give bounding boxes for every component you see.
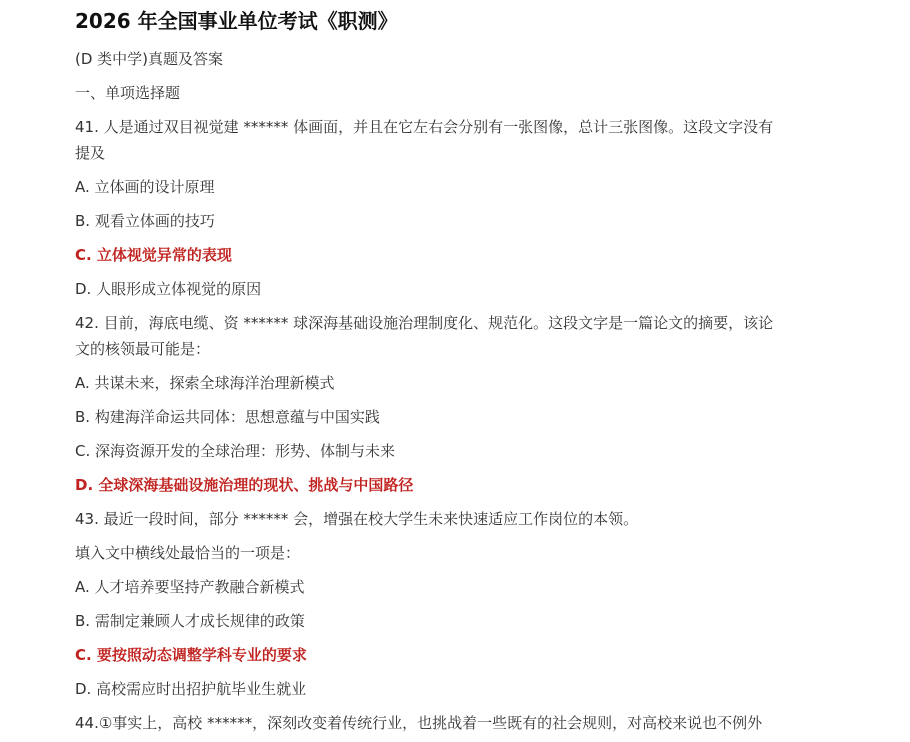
question-44-stem-line1: 44.①事实上，高校 ******，深刻改变着传统行业，也挑战着一些既有的社会规则，对高校来说也不例外: [75, 714, 763, 732]
question-43-option-b: B. 需制定兼顾人才成长规律的政策: [75, 612, 305, 630]
question-43-option-c-answer: C. 要按照动态调整学科专业的要求: [75, 646, 307, 664]
question-41-option-b: B. 观看立体画的技巧: [75, 212, 215, 230]
question-43-stem-line2: 填入文中横线处最恰当的一项是：: [75, 544, 301, 562]
question-42-option-c: C. 深海资源开发的全球治理：形势、体制与未来: [75, 442, 396, 460]
document-title: 2026 年全国事业单位考试《职测》: [75, 9, 398, 33]
question-43-option-a: A. 人才培养要坚持产教融合新模式: [75, 578, 305, 596]
document-subtitle: (D 类中学)真题及答案: [75, 50, 224, 68]
question-41-option-c-answer: C. 立体视觉异常的表现: [75, 246, 232, 264]
question-42-stem-line1: 42. 目前，海底电缆、资 ****** 球深海基础设施治理制度化、规范化。这段文字是一篇论文的摘要，该论: [75, 314, 774, 332]
question-42-option-b: B. 构建海洋命运共同体：思想意蕴与中国实践: [75, 408, 380, 426]
question-42-option-d-answer: D. 全球深海基础设施治理的现状、挑战与中国路径: [75, 476, 414, 494]
question-41-option-a: A. 立体画的设计原理: [75, 178, 215, 196]
question-43-stem-line1: 43. 最近一段时间，部分 ****** 会，增强在校大学生未来快速适应工作岗位的本领。: [75, 510, 639, 528]
section-heading: 一、单项选择题: [75, 84, 181, 102]
question-41-option-d: D. 人眼形成立体视觉的原因: [75, 280, 262, 298]
question-42-stem-line2: 文的核领最可能是：: [75, 340, 211, 358]
question-43-option-d: D. 高校需应时出招护航毕业生就业: [75, 680, 307, 698]
question-41-stem-line1: 41. 人是通过双目视觉建 ****** 体画面，并且在它左右会分别有一张图像，总计三张图像。这段文字没有: [75, 118, 774, 136]
question-42-option-a: A. 共谋未来，探索全球海洋治理新模式: [75, 374, 335, 392]
question-41-stem-line2: 提及: [75, 144, 106, 162]
